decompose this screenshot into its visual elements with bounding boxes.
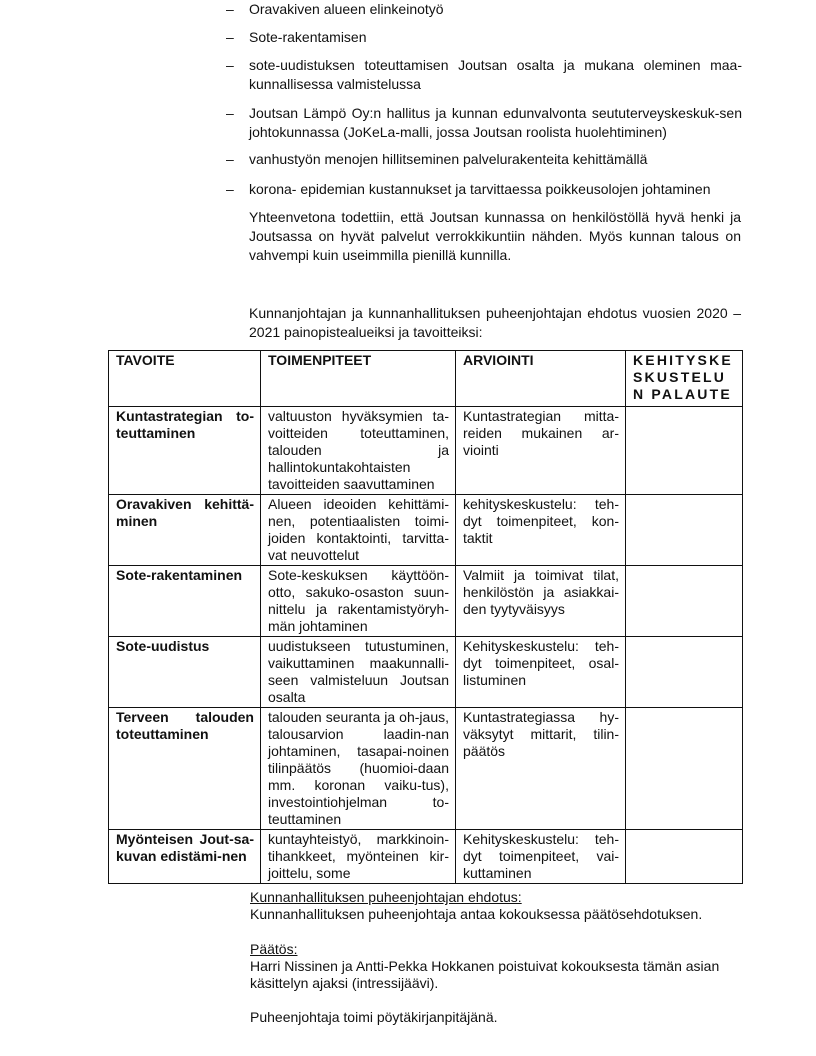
- decision-section: [250, 941, 750, 992]
- proposal-intro: Kunnanjohtajan ja kunnanhallituksen puheenjohtajan ehdotus vuosien 2020 – 2021 painopistealueiksi ja tavoitteiksi:: [249, 305, 741, 340]
- bullet-item: [226, 150, 742, 169]
- feedback-cell: [626, 495, 743, 566]
- summary-paragraph: Yhteenvetona todettiin, että Joutsan kunnassa on henkilöstöllä hyvä henki ja Joutsassa on hyvät palvelut verrokkikuntiin nähden. Myös kunnan talous on vahvempi kuin useimmilla pienillä kunnilla.: [249, 209, 741, 263]
- bullet-text: korona- epidemian kustannukset ja tarvittaessa poikkeusolojen johtaminen: [249, 181, 711, 197]
- actions-cell: talouden seuranta ja oh-jaus, talousarvion laadin-nan johtaminen, tasapai-noinen tilinpäätös (huomioi-daan mm. koronan vaiku-tus), investointiohjelman to-teuttaminen: [261, 708, 456, 830]
- actions-cell: Alueen ideoiden kehittämi-nen, potentiaalisten toimi-joiden kontaktointi, tarvitta-vat neuvottelut: [261, 495, 456, 566]
- chair-proposal-heading: Kunnanhallituksen puheenjohtajan ehdotus:: [250, 889, 522, 905]
- feedback-cell: [626, 566, 743, 637]
- goal-cell: Oravakiven kehittä-minen: [109, 495, 261, 566]
- dash-marker: –: [226, 57, 234, 73]
- table-row: [109, 566, 743, 637]
- dash-marker: –: [226, 151, 234, 167]
- evaluation-cell: Kuntastrategiassa hy-väksytyt mittarit, tilin-päätös: [456, 708, 626, 830]
- evaluation-cell: Valmiit ja toimivat tilat, henkilöstön ja asiakkai-den tyytyväisyys: [456, 566, 626, 637]
- table-row: [109, 708, 743, 830]
- dash-marker: –: [226, 105, 234, 121]
- evaluation-cell: Kehityskeskustelu: teh-dyt toimenpiteet, osal-listuminen: [456, 637, 626, 708]
- evaluation-cell: kehityskeskustelu: teh-dyt toimenpiteet, kon-taktit: [456, 495, 626, 566]
- bullet-item: [226, 104, 742, 142]
- decision-text: Harri Nissinen ja Antti-Pekka Hokkanen poistuivat kokouksesta tämän asian käsittelyn ajaksi (intressijäävi).: [250, 958, 720, 991]
- bullet-text: Oravakiven alueen elinkeinotyö: [249, 1, 444, 17]
- evaluation-cell: Kuntastrategian mitta-reiden mukainen ar-viointi: [456, 407, 626, 495]
- table-row: [109, 830, 743, 884]
- bullet-text: vanhustyön menojen hillitseminen palvelurakenteita kehittämällä: [249, 151, 648, 167]
- chair-proposal-section: [250, 889, 750, 923]
- bullet-item: [226, 180, 742, 199]
- bullet-text: Joutsan Lämpö Oy:n hallitus ja kunnan edunvalvonta seututerveyskeskuk-sen johtokunnassa (JoKeLa-malli, jossa Joutsan roolista huolehtiminen): [249, 105, 742, 140]
- dash-marker: –: [226, 1, 234, 17]
- bullet-item: [226, 56, 742, 94]
- header-arviointi: ARVIOINTI: [456, 351, 626, 407]
- header-toimenpiteet: TOIMENPITEET: [261, 351, 456, 407]
- actions-cell: valtuuston hyväksymien ta-voitteiden toteuttaminen, talouden ja hallintokuntakohtaisten tavoitteiden saavuttaminen: [261, 407, 456, 495]
- goal-cell: Sote-rakentaminen: [109, 566, 261, 637]
- feedback-cell: [626, 407, 743, 495]
- dash-marker: –: [226, 29, 234, 45]
- header-palaute: KEHITYSKESKUSTELUN PALAUTE: [626, 351, 743, 407]
- table-row: [109, 637, 743, 708]
- bullet-item: [226, 28, 742, 47]
- feedback-cell: [626, 830, 743, 884]
- decision-heading: Päätös:: [250, 941, 298, 957]
- dash-marker: –: [226, 181, 234, 197]
- goal-cell: Terveen talouden toteuttaminen: [109, 708, 261, 830]
- table-header-row: [109, 351, 743, 407]
- bullet-text: Sote-rakentamisen: [249, 29, 367, 45]
- goals-table: [108, 350, 743, 884]
- chair-proposal-text: Kunnanhallituksen puheenjohtaja antaa kokouksessa päätösehdotuksen.: [250, 906, 703, 922]
- actions-cell: uudistukseen tutustuminen, vaikuttaminen maakunnalli-seen valmisteluun Joutsan osalta: [261, 637, 456, 708]
- goal-cell: Myönteisen Jout-sa-kuvan edistämi-nen: [109, 830, 261, 884]
- header-tavoite: TAVOITE: [109, 351, 261, 407]
- bullet-text: sote-uudistuksen toteuttamisen Joutsan osalta ja mukana oleminen maa-kunnallisessa valmistelussa: [249, 57, 742, 92]
- feedback-cell: [626, 708, 743, 830]
- goal-cell: Sote-uudistus: [109, 637, 261, 708]
- bullet-item: [226, 0, 742, 19]
- actions-cell: kuntayhteistyö, markkinoin-tihankkeet, myönteinen kir-joittelu, some: [261, 830, 456, 884]
- table-row: [109, 407, 743, 495]
- secretary-note: Puheenjohtaja toimi pöytäkirjanpitäjänä.: [250, 1009, 498, 1025]
- actions-cell: Sote-keskuksen käyttöön-otto, sakuko-osaston suun-nittelu ja rakentamistyöryh-män johtaminen: [261, 566, 456, 637]
- table-row: [109, 495, 743, 566]
- feedback-cell: [626, 637, 743, 708]
- goal-cell: Kuntastrategian to-teuttaminen: [109, 407, 261, 495]
- evaluation-cell: Kehityskeskustelu: teh-dyt toimenpiteet, vai-kuttaminen: [456, 830, 626, 884]
